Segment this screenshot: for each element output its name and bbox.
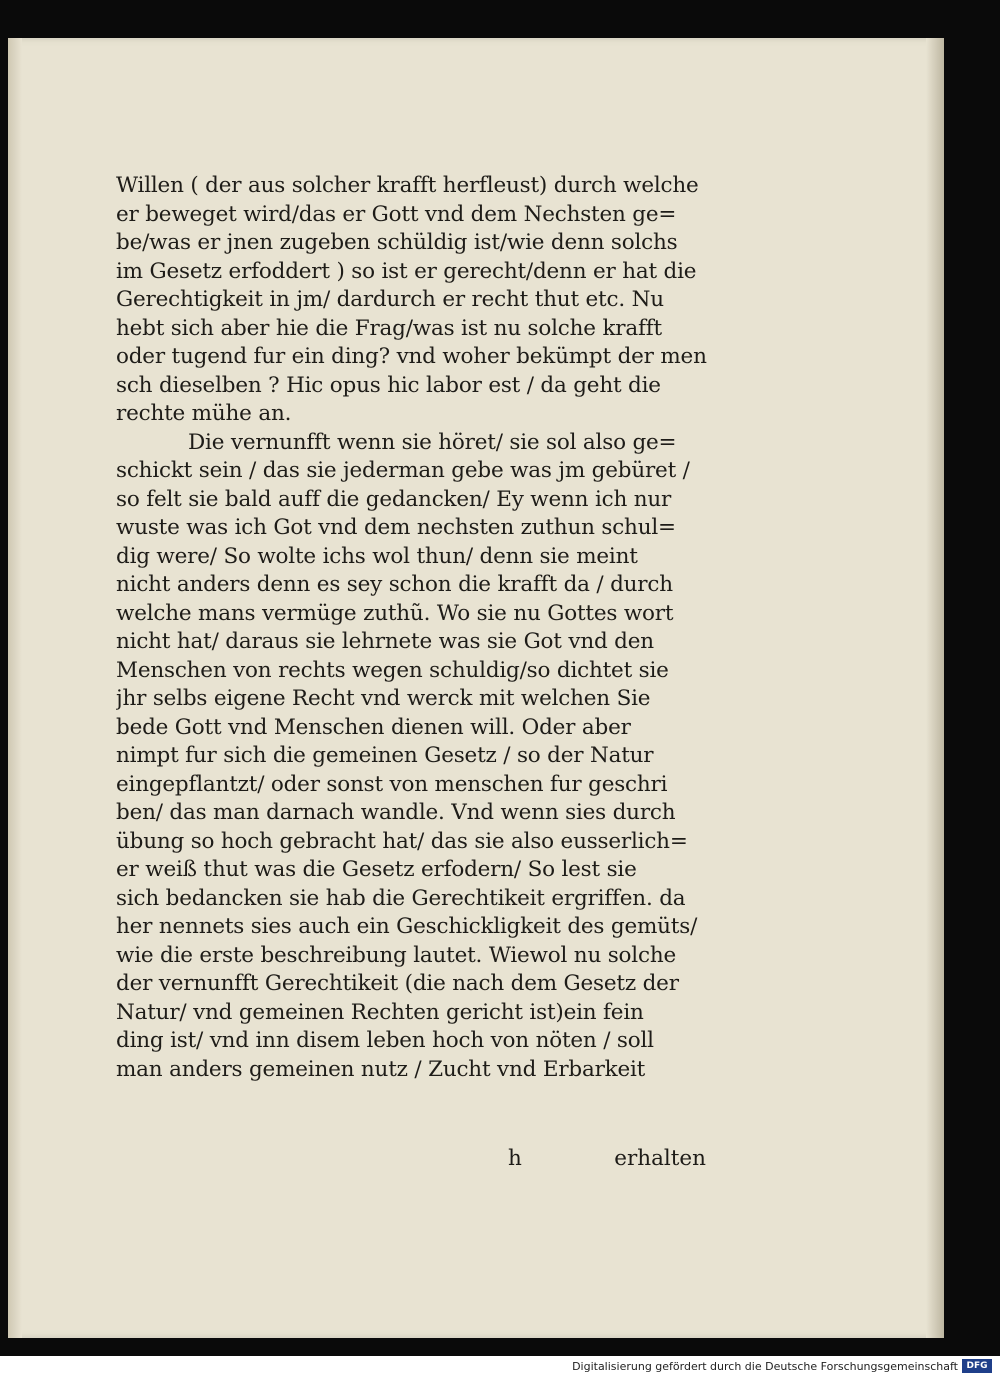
signature-mark: h xyxy=(508,1146,522,1171)
text-line: wie die erste beschreibung lautet. Wiewol nu solche xyxy=(116,942,676,968)
text-line: dig were/ So wolte ichs wol thun/ denn sie meint xyxy=(116,543,638,569)
text-line: nicht anders denn es sey schon die krafft da / durch xyxy=(116,572,673,597)
text-line: so felt sie bald auff die gedancken/ Ey wenn ich nur xyxy=(116,486,672,512)
text-line: welche mans vermüge zuthũ. Wo sie nu Gottes wort xyxy=(116,600,674,626)
text-line: Gerechtigkeit in jm/ dardurch er recht thut etc. Nu xyxy=(116,287,664,312)
text-line: wuste was ich Got vnd dem nechsten zuthun schul= xyxy=(116,515,676,540)
catchword: erhalten xyxy=(614,1146,706,1171)
text-line: Menschen von rechts wegen schuldig/so dichtet sie xyxy=(116,657,669,683)
page-fore-edge xyxy=(926,38,944,1338)
text-line: man anders gemeinen nutz / Zucht vnd Erbarkeit xyxy=(116,1056,646,1082)
text-line: nicht hat/ daraus sie lehrnete was sie Got vnd den xyxy=(116,629,654,654)
text-line: rechte mühe an. xyxy=(116,401,292,426)
text-line: eingepflantzt/ oder sonst von menschen fur geschri xyxy=(116,771,668,797)
text-line: Natur/ vnd gemeinen Rechten gericht ist)ein fein xyxy=(116,999,644,1025)
book-page xyxy=(8,38,944,1338)
text-line: jhr selbs eigene Recht vnd werck mit welchen Sie xyxy=(116,686,651,711)
text-line: her nennets sies auch ein Geschickligkeit des gemüts/ xyxy=(116,914,698,939)
text-line: er weiß thut was die Gesetz erfodern/ So lest sie xyxy=(116,857,637,882)
text-line: sch dieselben ? Hic opus hic labor est / da geht die xyxy=(116,372,661,398)
dfg-logo: DFG xyxy=(962,1359,992,1373)
text-line: bede Gott vnd Menschen dienen will. Oder aber xyxy=(116,714,631,740)
text-line: der vernunfft Gerechtikeit (die nach dem Gesetz der xyxy=(116,971,679,996)
text-line: sich bedancken sie hab die Gerechtikeit ergriffen. da xyxy=(116,885,686,911)
text-line: be/was er jnen zugeben schüldig ist/wie denn solchs xyxy=(116,230,678,255)
text-line: im Gesetz erfoddert ) so ist er gerecht/denn er hat die xyxy=(116,258,697,284)
text-line: er beweget wird/das er Gott vnd dem Nechsten ge= xyxy=(116,201,677,227)
catchline xyxy=(116,1144,716,1174)
text-line: hebt sich aber hie die Frag/was ist nu solche krafft xyxy=(116,315,662,341)
page-gutter xyxy=(8,38,22,1338)
text-line: schickt sein / das sie jederman gebe was jm gebüret / xyxy=(116,458,690,483)
text-line: nimpt fur sich die gemeinen Gesetz / so der Natur xyxy=(116,743,654,768)
text-line: übung so hoch gebracht hat/ das sie also eusserlich= xyxy=(116,828,688,854)
text-line: oder tugend fur ein ding? vnd woher bekümpt der men xyxy=(116,344,707,369)
page-text xyxy=(116,172,716,1084)
text-line: ben/ das man darnach wandle. Vnd wenn sies durch xyxy=(116,800,676,825)
text-line: Willen ( der aus solcher krafft herfleust) durch welche xyxy=(116,173,699,198)
footer-bar xyxy=(0,1356,1000,1378)
funding-credit: Digitalisierung gefördert durch die Deutsche Forschungsgemeinschaft xyxy=(572,1360,958,1373)
text-line-paragraph-start: Die vernunfft wenn sie höret/ sie sol also ge= xyxy=(188,429,677,455)
text-line: ding ist/ vnd inn disem leben hoch von nöten / soll xyxy=(116,1028,654,1053)
